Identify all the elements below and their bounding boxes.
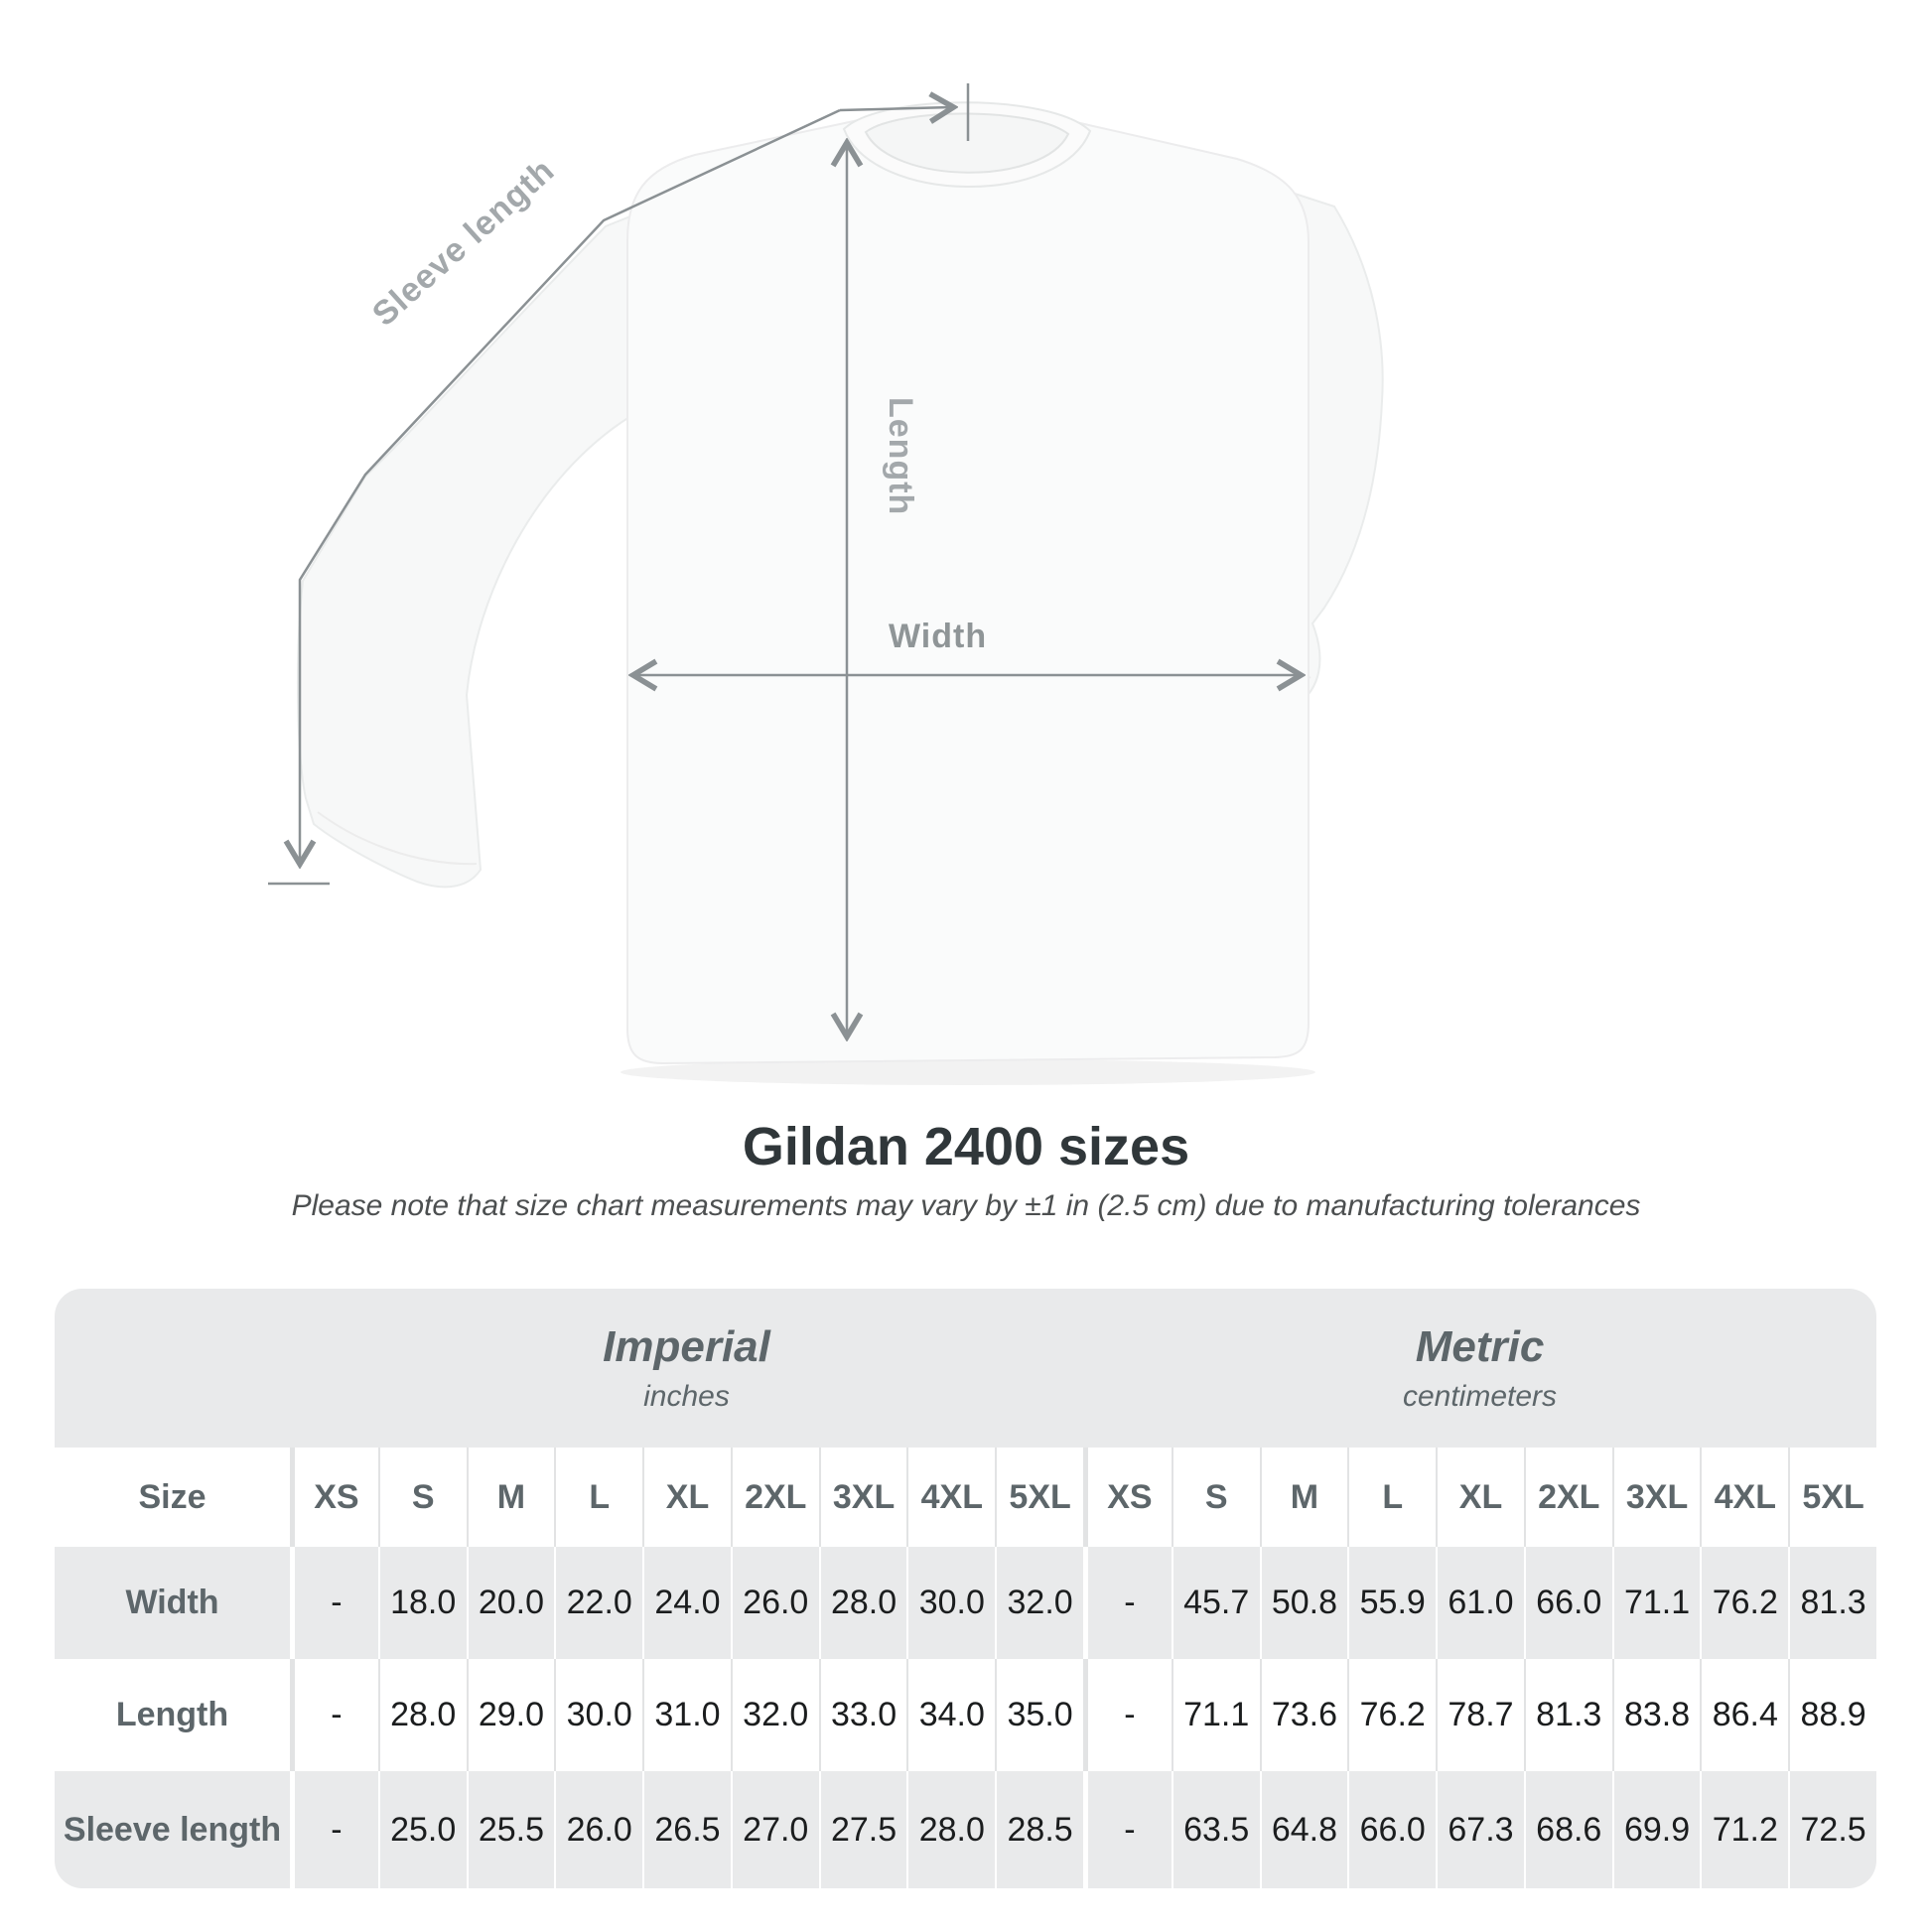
value-cell: 34.0 (906, 1659, 995, 1771)
value-cell: 67.3 (1436, 1771, 1524, 1888)
value-cell: 76.2 (1347, 1659, 1436, 1771)
metric-unit: centimeters (1402, 1380, 1558, 1413)
value-cell: 25.5 (467, 1771, 555, 1888)
imperial-unit: inches (643, 1380, 730, 1413)
value-cell: 64.8 (1260, 1771, 1348, 1888)
value-cell: 71.2 (1700, 1771, 1788, 1888)
column-header-cell: 4XL (1700, 1448, 1788, 1547)
column-header-cell: 5XL (995, 1448, 1083, 1547)
value-cell: 28.0 (906, 1771, 995, 1888)
value-cell: 28.0 (378, 1659, 467, 1771)
length-label: Length (882, 397, 919, 516)
column-header-cell: XS (290, 1448, 378, 1547)
value-cell: 71.1 (1612, 1547, 1701, 1659)
column-header-cell: M (1260, 1448, 1348, 1547)
imperial-group-header (290, 1289, 1083, 1448)
value-cell: 50.8 (1260, 1547, 1348, 1659)
value-cell: - (1083, 1659, 1172, 1771)
sleeve-length-label: Sleeve length (364, 151, 562, 334)
table-body (55, 1547, 1876, 1888)
value-cell: 83.8 (1612, 1659, 1701, 1771)
value-cell: 32.0 (731, 1659, 819, 1771)
value-cell: 72.5 (1788, 1771, 1876, 1888)
metric-label: Metric (1415, 1322, 1545, 1371)
corner-spacer (55, 1289, 290, 1448)
shirt-body (627, 108, 1309, 1063)
value-cell: 35.0 (995, 1659, 1083, 1771)
column-header-cell: M (467, 1448, 555, 1547)
unit-group-row (55, 1289, 1876, 1448)
value-cell: 18.0 (378, 1547, 467, 1659)
value-cell: 63.5 (1172, 1771, 1260, 1888)
imperial-label: Imperial (603, 1322, 770, 1371)
column-header-cell: S (378, 1448, 467, 1547)
value-cell: 29.0 (467, 1659, 555, 1771)
table-row (55, 1771, 1876, 1888)
column-header-cell: 2XL (1524, 1448, 1612, 1547)
column-header-cell: XL (1436, 1448, 1524, 1547)
value-cell: - (1083, 1771, 1172, 1888)
value-cell: - (290, 1547, 378, 1659)
column-header-cell: L (1347, 1448, 1436, 1547)
metric-group-header (1083, 1289, 1876, 1448)
value-cell: 71.1 (1172, 1659, 1260, 1771)
value-cell: 55.9 (1347, 1547, 1436, 1659)
column-header-cell: L (554, 1448, 642, 1547)
value-cell: 86.4 (1700, 1659, 1788, 1771)
page-title: Gildan 2400 sizes (742, 1117, 1190, 1176)
value-cell: 20.0 (467, 1547, 555, 1659)
column-header-cell: S (1172, 1448, 1260, 1547)
value-cell: 81.3 (1788, 1547, 1876, 1659)
value-cell: 27.5 (819, 1771, 907, 1888)
value-cell: 30.0 (906, 1547, 995, 1659)
width-label: Width (889, 618, 988, 655)
value-cell: 30.0 (554, 1659, 642, 1771)
value-cell: 24.0 (642, 1547, 731, 1659)
column-header-cell: 4XL (906, 1448, 995, 1547)
table-row (55, 1547, 1876, 1659)
value-cell: 73.6 (1260, 1659, 1348, 1771)
value-cell: - (1083, 1547, 1172, 1659)
value-cell: 28.0 (819, 1547, 907, 1659)
value-cell: 32.0 (995, 1547, 1083, 1659)
value-cell: - (290, 1771, 378, 1888)
value-cell: 66.0 (1524, 1547, 1612, 1659)
value-cell: 33.0 (819, 1659, 907, 1771)
row-label: Width (125, 1584, 219, 1621)
table-row (55, 1659, 1876, 1771)
value-cell: 81.3 (1524, 1659, 1612, 1771)
column-header-cell: 5XL (1788, 1448, 1876, 1547)
value-cell: 88.9 (1788, 1659, 1876, 1771)
value-cell: 26.0 (554, 1771, 642, 1888)
value-cell: 28.5 (995, 1771, 1083, 1888)
value-cell: 31.0 (642, 1659, 731, 1771)
value-cell: 68.6 (1524, 1771, 1612, 1888)
column-header-cell: 3XL (819, 1448, 907, 1547)
size-corner-header: Size (138, 1477, 207, 1516)
value-cell: 45.7 (1172, 1547, 1260, 1659)
page-subtitle: Please note that size chart measurements may vary by ±1 in (2.5 cm) due to manufacturing tolerances (291, 1189, 1641, 1222)
value-cell: 27.0 (731, 1771, 819, 1888)
column-header-cell: XL (642, 1448, 731, 1547)
value-cell: 76.2 (1700, 1547, 1788, 1659)
size-table (55, 1289, 1876, 1888)
row-label: Sleeve length (63, 1810, 282, 1849)
value-cell: 78.7 (1436, 1659, 1524, 1771)
value-cell: - (290, 1659, 378, 1771)
value-cell: 26.0 (731, 1547, 819, 1659)
value-cell: 26.5 (642, 1771, 731, 1888)
row-label: Length (115, 1696, 229, 1733)
value-cell: 22.0 (554, 1547, 642, 1659)
column-header-cell: 3XL (1612, 1448, 1701, 1547)
column-header-cell: XS (1083, 1448, 1172, 1547)
column-header-cell: 2XL (731, 1448, 819, 1547)
size-header-row (55, 1448, 1876, 1547)
value-cell: 69.9 (1612, 1771, 1701, 1888)
value-cell: 25.0 (378, 1771, 467, 1888)
value-cell: 66.0 (1347, 1771, 1436, 1888)
value-cell: 61.0 (1436, 1547, 1524, 1659)
